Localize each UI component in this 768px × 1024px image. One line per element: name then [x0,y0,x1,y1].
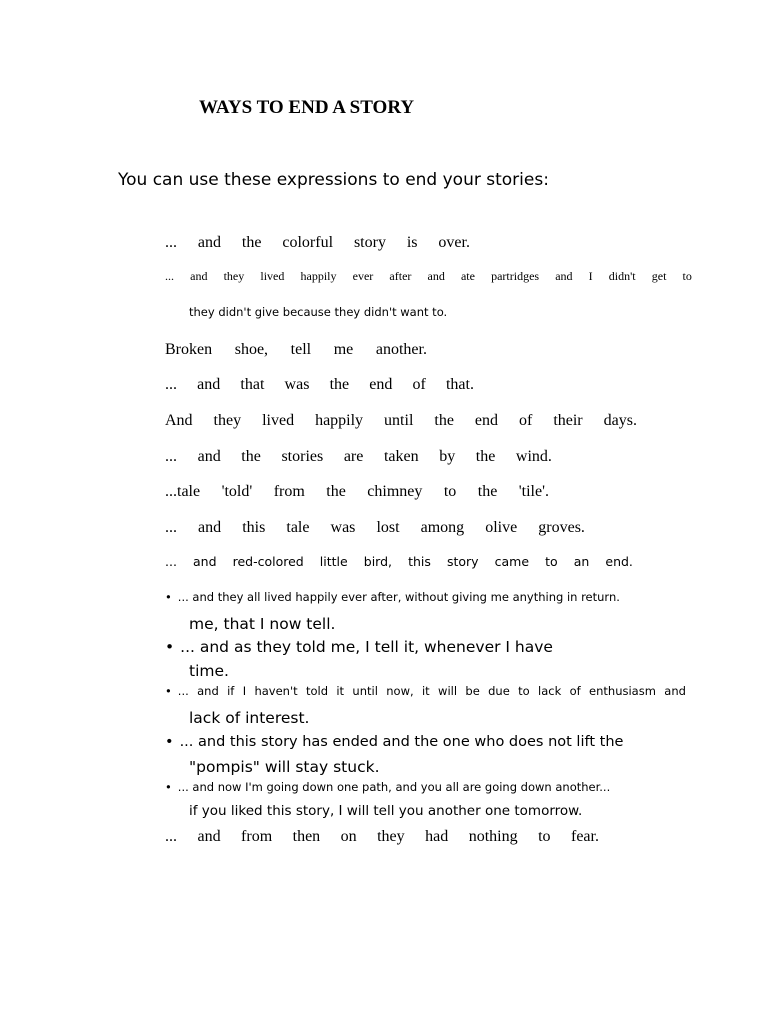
word: ever [352,269,374,283]
word: end [369,376,393,393]
word: the [326,483,346,500]
word: ... [165,448,177,465]
word: partridges [491,269,540,283]
ending-line-12 [165,686,686,698]
word: taken [383,448,419,465]
word: to [518,684,530,698]
ending-line-13 [165,735,623,750]
word: the [241,234,262,251]
word: groves. [538,519,585,536]
word: due [488,684,510,698]
bullet-marker: • [165,684,172,698]
word: lived [260,269,285,283]
word: to [443,483,457,500]
word: chimney [367,483,423,500]
bullet-marker: • [165,638,175,656]
word: among [420,519,465,536]
ending-line-12-continued: lack of interest. [189,709,310,727]
word: get [651,269,667,283]
word: ... [165,519,177,536]
word: told [305,684,329,698]
word: that [240,376,265,393]
word: tell [290,341,312,358]
word: until [384,412,414,429]
ending-line-2-continued: they didn't give because they didn't want to. [189,305,448,319]
word: fear. [570,828,599,845]
word: now, [386,684,414,698]
bullet-marker: • [165,590,172,604]
word: if [227,684,235,698]
intro-text: You can use these expressions to end your stories: [118,170,549,190]
ending-line-10 [165,592,620,604]
word: and [664,684,686,698]
ending-line-8 [165,520,585,536]
bullet-text: ... and now I'm going down one path, and you all are going down another... [177,780,611,794]
bullet-text: ... and this story has ended and the one who does not lift the [179,734,624,750]
ending-line-11 [165,640,553,656]
word: tale [286,519,310,536]
word: 'tile'. [518,483,549,500]
ending-line-3 [165,342,427,358]
ending-line-13-continued: "pompis" will stay stuck. [189,758,380,776]
word: was [330,519,356,536]
word: from [241,828,273,845]
word: And [165,412,193,429]
word: had [425,828,449,845]
word: and [427,269,445,283]
word: enthusiasm [589,684,656,698]
ending-line-6 [165,449,552,465]
word: happily [300,269,337,283]
word: ate [460,269,475,283]
word: this [408,554,431,569]
word: is [406,234,418,251]
word: and [197,234,222,251]
word: and [192,554,217,569]
word: to [538,828,551,845]
word: until [352,684,378,698]
word: me [333,341,354,358]
ending-line-16 [165,829,599,845]
word: of [569,684,581,698]
word: days. [603,412,637,429]
word: from [273,483,305,500]
ending-line-2 [165,270,692,282]
word: end. [605,554,633,569]
word: and [198,519,222,536]
ending-line-4 [165,377,474,393]
bullet-text [178,686,686,698]
word: end [474,412,499,429]
word: lost [376,519,400,536]
word: ... [165,269,174,283]
word: on [340,828,357,845]
word: it [336,684,345,698]
word: they [377,828,405,845]
word: shoe, [234,341,269,358]
word: their [553,412,583,429]
word: red-colored [232,554,304,569]
ending-line-1 [165,235,470,251]
word: are [343,448,364,465]
word: story [446,554,479,569]
word: after [389,269,412,283]
word: haven't [254,684,298,698]
word: and [197,376,221,393]
word: they [223,269,245,283]
page-title: WAYS TO END A STORY [199,97,415,118]
word: the [241,448,261,465]
word: wind. [515,448,552,465]
word: nothing [468,828,518,845]
ending-line-9 [165,556,633,569]
word: and [197,448,221,465]
word: 'told' [221,483,253,500]
word: little [319,554,348,569]
word: story [353,234,386,251]
word: ... [177,684,189,698]
word: and [555,269,573,283]
word: the [329,376,350,393]
word: will [438,684,458,698]
word: of [412,376,426,393]
word: and [190,269,208,283]
word: didn't [608,269,636,283]
word: be [465,684,480,698]
bullet-text: ... and they all lived happily ever after, without giving me anything in return. [177,590,620,604]
bullet-marker: • [165,734,174,750]
word: another. [375,341,427,358]
bullet-text: ... and as they told me, I tell it, whenever I have [180,638,553,656]
word: the [475,448,496,465]
word: they [213,412,242,429]
ending-line-14 [165,782,610,794]
word: this [242,519,266,536]
word: I [242,684,247,698]
ending-line-11-continued: time. [189,662,229,680]
word: to [682,269,692,283]
word: the [477,483,498,500]
word: was [284,376,310,393]
word: ...tale [165,483,201,500]
word: that. [445,376,474,393]
word: bird, [363,554,393,569]
ending-line-15: if you liked this story, I will tell you another one tomorrow. [189,803,583,819]
word: stories [281,448,324,465]
word: ... [165,376,177,393]
word: an [573,554,590,569]
ending-line-5 [165,413,637,429]
word: by [439,448,456,465]
word: Broken [165,341,213,358]
word: over. [438,234,470,251]
word: ... [165,828,177,845]
word: the [434,412,454,429]
word: ... [165,234,177,251]
bullet-marker: • [165,780,172,794]
word: happily [315,412,364,429]
ending-line-10-continued: me, that I now tell. [189,615,336,633]
ending-line-7 [165,484,549,500]
word: olive [485,519,518,536]
word: it [421,684,430,698]
word: and [197,684,219,698]
word: and [197,828,221,845]
word: lived [262,412,295,429]
word: then [292,828,321,845]
word: of [519,412,533,429]
word: I [588,269,593,283]
word: colorful [282,234,334,251]
word: ... [165,554,177,569]
word: came [494,554,530,569]
word: lack [538,684,562,698]
word: to [545,554,558,569]
